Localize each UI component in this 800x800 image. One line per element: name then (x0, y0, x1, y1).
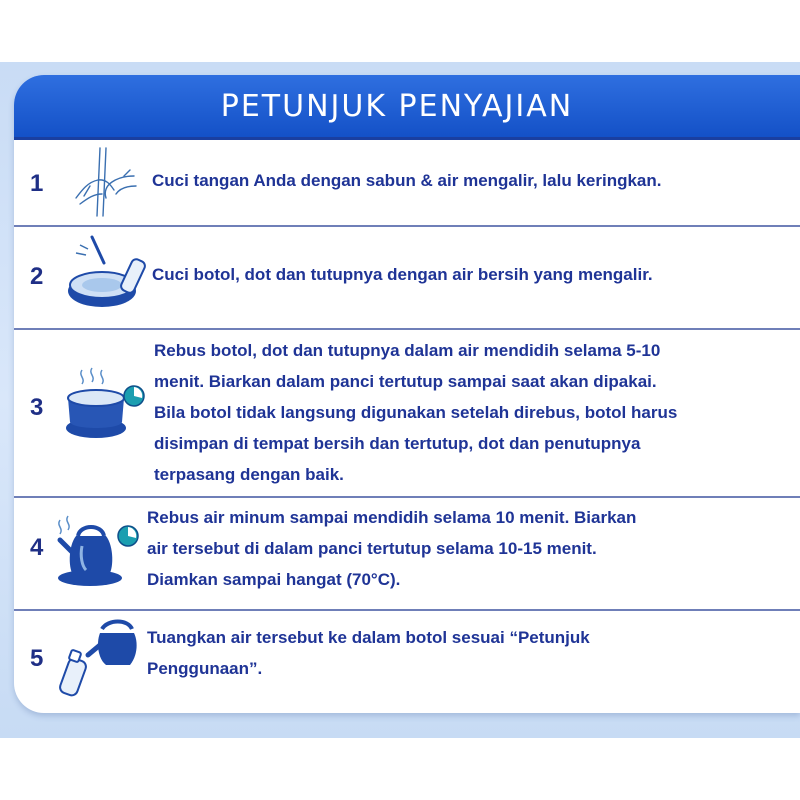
kettle-timer-icon (50, 506, 140, 592)
step-5 (14, 609, 800, 713)
step-number: 4 (30, 534, 44, 561)
step-text: Cuci tangan Anda dengan sabun & air mengalir, lalu keringkan. (152, 171, 662, 190)
step-2 (14, 225, 800, 330)
kettle-pouring-bottle-icon (50, 615, 140, 705)
step-number: 5 (30, 645, 44, 672)
step-text: Tuangkan air tersebut ke dalam botol sesuai “Petunjuk Penggunaan”. (147, 628, 590, 678)
hand-washing-icon (70, 146, 144, 220)
step-number: 3 (30, 394, 44, 421)
card-header (14, 75, 800, 140)
step-4 (14, 496, 800, 611)
step-text: Cuci botol, dot dan tutupnya dengan air bersih yang mengalir. (152, 265, 653, 284)
step-text: Rebus botol, dot dan tutupnya dalam air mendidih selama 5-10 menit. Biarkan dalam panci tertutup sampai saat akan dipakai. Bila botol tidak langsung digunakan setelah direbus, botol harus disimpan di tempat bersih dan tertutup, dot dan penutupnya terpasang dengan baik. (154, 341, 678, 484)
boiling-pot-timer-icon (60, 364, 146, 444)
step-1 (14, 140, 800, 227)
instructions-card (14, 75, 800, 713)
step-3 (14, 328, 800, 498)
step-text: Rebus air minum sampai mendidih selama 10 menit. Biarkan air tersebut di dalam panci tertutup selama 10-15 menit. Diamkan sampai hangat (70°C). (147, 508, 637, 589)
step-number: 2 (30, 263, 44, 290)
page-title: PETUNJUK PENYAJIAN (220, 88, 574, 124)
bottle-washing-icon (62, 233, 154, 317)
step-number: 1 (30, 170, 44, 197)
